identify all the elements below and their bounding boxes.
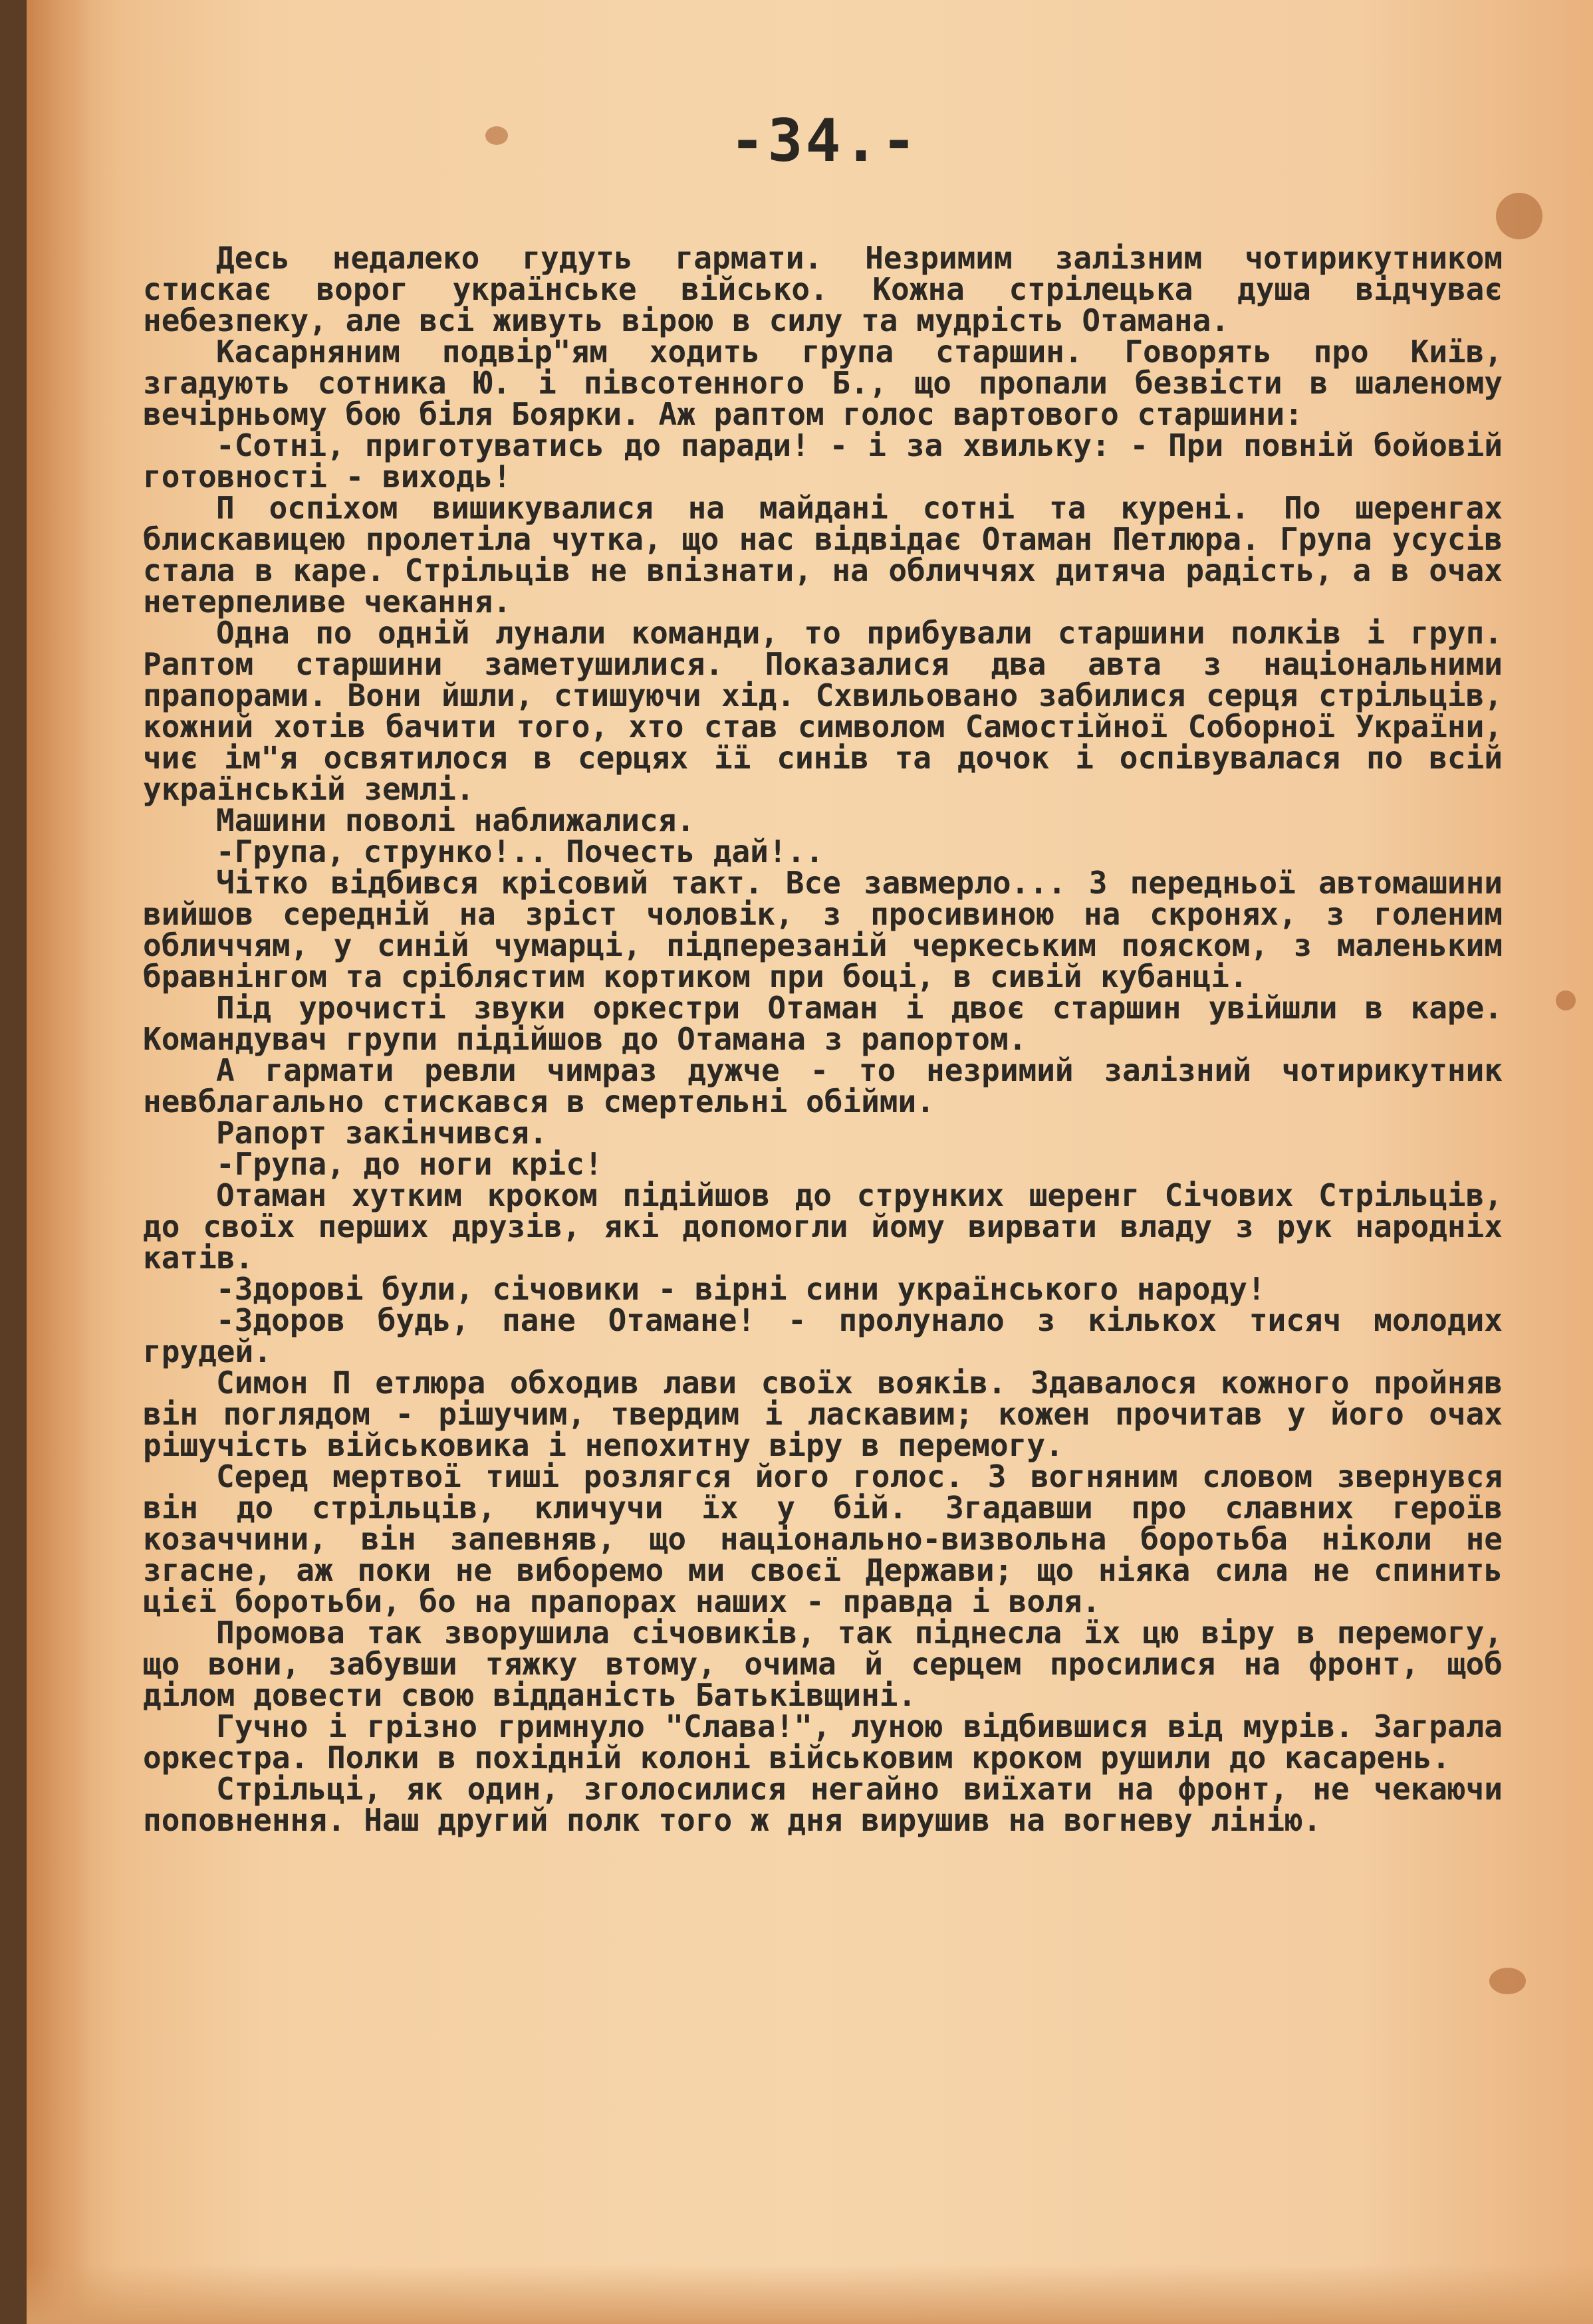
paragraph: П оспіхом вишикувалися на майдані сотні та курені. По шеренгах блискавицею пролетіла чутка, що нас відвідає Отаман Петлюра. Група усусів стала в каре. Стрільців не впізнати, на обличчях дитяча радість, а в очах нетерпеливе чекання.	[143, 490, 1503, 620]
paragraph: Гучно і грізно гримнуло "Слава!", луною відбившися від мурів. Заграла оркестра. Полки в похідній колоні військовим кроком рушили до касарень.	[143, 1708, 1503, 1776]
paragraph: Рапорт закінчився.	[216, 1115, 548, 1151]
paragraph: Десь недалеко гудуть гармати. Незримим залізним чотирикутником стискає ворог українське військо. Кожна стрілецька душа відчуває небезпеку, але всі живуть вірою в силу та мудрість Отамана.	[143, 240, 1503, 338]
page-bottom-shadow	[27, 2264, 1593, 2324]
paragraph: А гармати ревли чимраз дужче - то незримий залізний чотирикутник невблагально стискався в смертельні обійми.	[143, 1052, 1503, 1119]
paragraph: Чітко відбився крісовий такт. Все завмерло... З передньої автомашини вийшов середній на зріст чоловік, з просивиною на скронях, з голеним обличчям, у синій чумарці, підперезаній черкеським пояском, з маленьким бравнінгом та сріблястим кортиком при боці, в сивій кубанці.	[143, 865, 1503, 994]
stain-top-left	[485, 126, 508, 145]
body-text	[143, 240, 1503, 1838]
stain-right-2	[1556, 990, 1576, 1010]
paragraph: -Сотні, приготуватись до паради! - і за хвильку: - При повній бойовій готовності - виходь!	[143, 427, 1503, 495]
stain-right-1	[1496, 193, 1542, 239]
paragraph: -Група, струнко!.. Почесть дай!..	[216, 834, 824, 870]
page-edge-shadow	[27, 0, 90, 2324]
paragraph: Під урочисті звуки оркестри Отаман і двоє старшин увійшли в каре. Командувач групи підійшов до Отамана з рапортом.	[143, 990, 1503, 1057]
paragraph: Касарняним подвір"ям ходить група старшин. Говорять про Київ, згадують сотника Ю. і півсотенного Б., що пропали безвісти в шаленому вечірньому бою біля Боярки. Аж раптом голос вартового старшини:	[143, 334, 1503, 432]
paragraph: Машини поволі наближалися.	[216, 802, 695, 838]
paragraph: Симон П етлюра обходив лави своїх вояків. Здавалося кожного пройняв він поглядом - рішучим, твердим і ласкавим; кожен прочитав у його очах рішучість військовика і непохитну віру в перемогу.	[143, 1365, 1503, 1463]
paragraph: -Група, до ноги кріс!	[216, 1146, 603, 1182]
paragraph: Стрільці, як один, зголосилися негайно виїхати на фронт, не чекаючи поповнення. Наш другий полк того ж дня вирушив на вогневу лінію.	[143, 1771, 1503, 1838]
paragraph: -Здорові були, січовики - вірні сини українського народу!	[216, 1271, 1266, 1307]
page-number: -34.-	[729, 106, 919, 175]
paragraph: Серед мертвої тиші розлягся його голос. З вогняним словом звернувся він до стрільців, кличучи їх у бій. Згадавши про славних героїв козаччини, він запевняв, що національно-визвольна боротьба ніколи не згасне, аж поки не виборемо ми своєї Держави; що ніяка сила не спинить цієї боротьби, бо на прапорах наших - правда і воля.	[143, 1458, 1503, 1619]
paragraph: Промова так зворушила січовиків, так піднесла їх цю віру в перемогу, що вони, забувши тяжку втому, очима й серцем просилися на фронт, щоб ділом довести свою відданість Батьківщині.	[143, 1615, 1503, 1713]
paragraph: Отаман хутким кроком підійшов до струнких шеренг Січових Стрільців, до своїх перших друзів, які допомогли йому вирвати владу з рук народніх катів.	[143, 1177, 1503, 1276]
stain-right-3	[1489, 1968, 1526, 1994]
document-page	[27, 0, 1593, 2324]
paragraph: Одна по одній лунали команди, то прибували старшини полків і груп. Раптом старшини заметушилися. Показалися два авта з національними прапорами. Вони йшли, стишуючи хід. Схвильовано забилися серця стрільців, кожний хотів бачити того, хто став символом Самостійної Соборної України, чиє ім"я освятилося в серцях її синів та дочок і оспівувалася по всій українській землі.	[143, 615, 1503, 807]
paragraph: -Здоров будь, пане Отамане! - пролунало з кількох тисяч молодих грудей.	[143, 1302, 1503, 1369]
